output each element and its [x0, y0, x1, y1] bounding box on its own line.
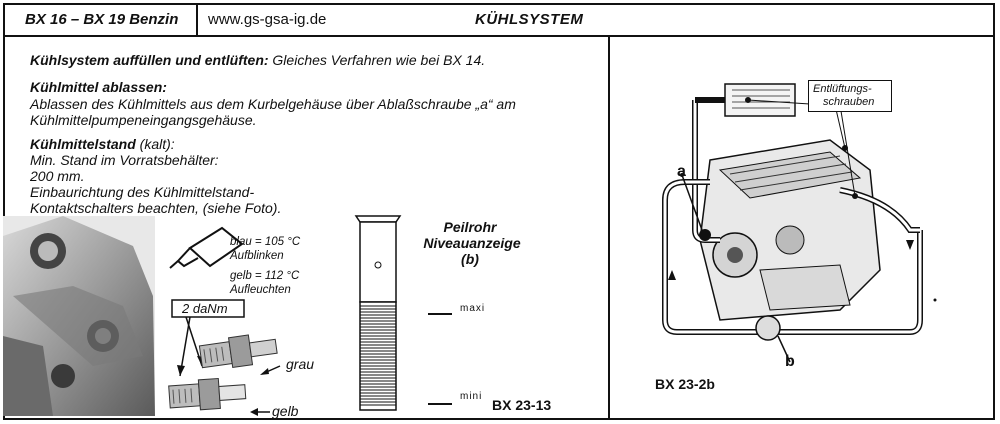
blue-action: Aufblinken	[230, 250, 284, 262]
fill-heading: Kühlsystem auffüllen und entlüften:	[30, 52, 269, 68]
engine-figure-code: BX 23-2b	[655, 376, 715, 392]
gelb-label: gelb	[272, 403, 299, 419]
header-bar	[5, 5, 993, 37]
dipstick-title-3: (b)	[461, 251, 479, 267]
level-line-3: Einbaurichtung des Kühlmittelstand-	[30, 184, 255, 200]
drain-heading: Kühlmittel ablassen:	[30, 79, 167, 95]
yellow-action: Aufleuchten	[230, 284, 291, 296]
blue-temp: blau = 105 °C	[230, 236, 301, 248]
level-heading-line	[30, 136, 175, 153]
callout-line-1: Entlüftungs-	[813, 83, 872, 95]
drain-line-2: Kühlmittelpumpeneingangsgehäuse.	[30, 112, 257, 128]
level-line-4: Kontaktschalters beachten, (siehe Foto).	[30, 200, 282, 216]
maxi-label: maxi	[460, 303, 486, 314]
level-heading: Kühlmittelstand	[30, 136, 136, 152]
mini-label: mini	[460, 391, 483, 402]
level-heading-note: (kalt):	[135, 136, 175, 152]
label-a: a	[677, 163, 686, 180]
sensor-gelb	[168, 377, 246, 412]
level-line-1: Min. Stand im Vorratsbehälter:	[30, 152, 219, 168]
mini-line	[428, 403, 452, 405]
bleed-screws-callout	[808, 80, 892, 112]
fill-paragraph	[30, 52, 485, 69]
maxi-line	[428, 313, 452, 315]
fill-body: Gleiches Verfahren wie bei BX 14.	[268, 52, 486, 68]
dipstick-tube	[350, 214, 410, 414]
engine-diagram	[640, 70, 940, 370]
callout-line-2: schrauben	[823, 96, 875, 108]
yellow-temp: gelb = 112 °C	[230, 270, 300, 282]
website-url[interactable]: www.gs-gsa-ig.de	[208, 11, 327, 28]
dipstick-title-2: Niveauanzeige	[423, 235, 521, 251]
dipstick-title-1: Peilrohr	[443, 219, 497, 235]
pump-housing-photo	[3, 216, 155, 416]
grau-label: grau	[286, 356, 315, 372]
model-label: BX 16 – BX 19 Benzin	[5, 5, 198, 35]
level-line-2: 200 mm.	[30, 168, 85, 184]
column-divider	[608, 35, 610, 420]
label-b: b	[785, 353, 795, 370]
drain-line-1: Ablassen des Kühlmittels aus dem Kurbelgehäuse über Ablaßschraube „a“ am	[30, 96, 516, 112]
dipstick-figure-code: BX 23-13	[492, 397, 552, 413]
section-title: KÜHLSYSTEM	[475, 11, 584, 28]
sensor-grau	[199, 331, 278, 371]
drain-heading-line	[30, 79, 167, 96]
torque-label: 2 daNm	[182, 301, 228, 316]
